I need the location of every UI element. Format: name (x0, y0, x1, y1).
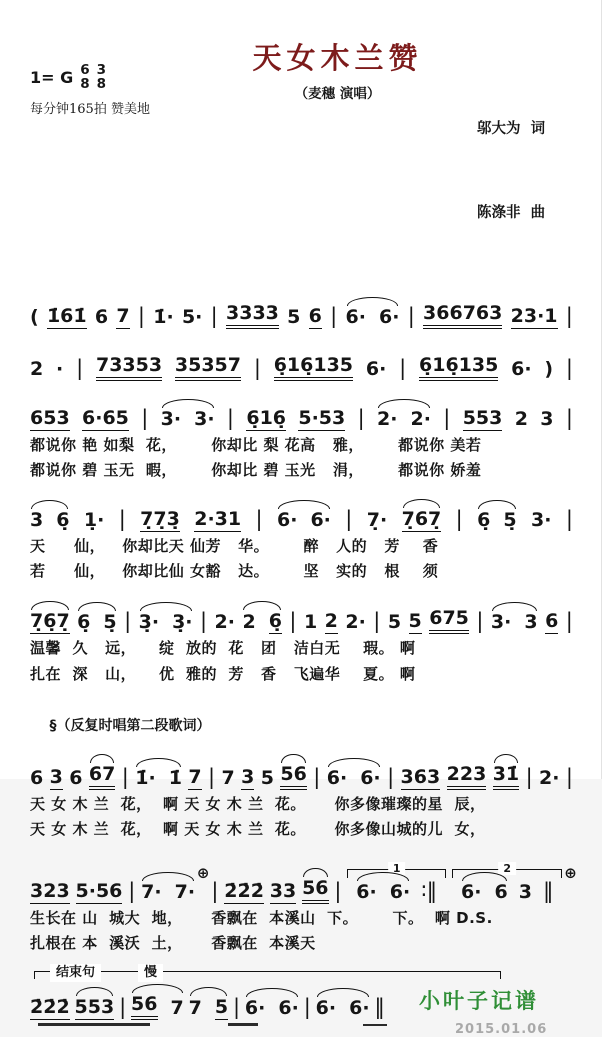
note: 3 (540, 408, 554, 431)
note: 6̣ (268, 610, 282, 633)
slur-group (326, 766, 381, 790)
note: 363 (400, 765, 441, 788)
note: 2̇2̇2̇ (224, 879, 264, 902)
barline: | (373, 609, 381, 634)
note: 6 (30, 766, 44, 789)
music-line-1 (30, 290, 573, 329)
note: 7̣7̣3̣ (140, 507, 180, 530)
note: 7· (174, 880, 196, 903)
note: 6· (378, 306, 400, 329)
note: 3 (241, 765, 255, 788)
note: 5 (387, 611, 402, 634)
note: 7̣6̣7̣ (30, 610, 70, 633)
barline: | (226, 406, 234, 431)
cut-off-lyrics-sliver (38, 1023, 150, 1026)
date-partial: 2015.01.06 (455, 1022, 548, 1037)
cut-off-bottom-row (30, 1022, 573, 1037)
note: 5̣ (503, 508, 517, 531)
title-block (198, 42, 477, 102)
credits-block (477, 42, 573, 284)
note: · (56, 358, 64, 381)
lyrics-verse1-row6: 天 女 木 兰 花， 啊 天 女 木 兰 花。 你多像璀璨的星 辰， (30, 794, 486, 813)
lyrics-verse2-row6: 天 女 木 兰 花， 啊 天 女 木 兰 花。 你多像山城的儿 女， (30, 820, 486, 839)
note: 6· (278, 997, 299, 1020)
system-6 (30, 751, 573, 841)
note: 2·31 (194, 507, 242, 530)
slur-group (242, 612, 281, 634)
barline: | (141, 406, 149, 431)
slur-group (280, 762, 307, 790)
slur-group (88, 762, 116, 790)
music-line-6 (30, 751, 573, 790)
note: 7̣67̣ (401, 507, 442, 530)
note: 2· (214, 611, 235, 634)
slur-group (135, 766, 182, 790)
note: 2 (30, 358, 44, 381)
note: 3 (524, 611, 538, 634)
lyrics-verse1-row5: 温馨 久 远， 绽 放的 花 团 洁白无 瑕。 啊 (30, 639, 416, 658)
note: 323 (30, 879, 70, 902)
coda-icon: ⊕ (564, 863, 577, 882)
barline: | (124, 609, 132, 634)
barline: | (330, 304, 338, 329)
tempo-marking: 每分钟165拍 赞美地 (30, 102, 150, 117)
slur-group (30, 612, 70, 634)
note: 6 (494, 880, 508, 903)
note: 7 (116, 305, 130, 328)
lyrics-verse2-row7: 扎根在 本 溪沃 土， 香飘在 本溪天 (30, 933, 316, 952)
system-7 (30, 854, 577, 955)
note: 56 (302, 879, 328, 904)
note: ) (544, 358, 554, 381)
slur-group (141, 880, 196, 904)
barline: | (208, 764, 216, 789)
note: 6̣16̣135 (419, 356, 498, 381)
note: 2̇2̇2̇ (30, 996, 70, 1019)
barline: | (565, 304, 573, 329)
lyricist-credit: 邬大为 词 (477, 120, 546, 137)
slur-group (492, 762, 520, 790)
music-line-2 (30, 342, 573, 381)
note: 5 (408, 610, 422, 633)
system-4 (30, 495, 573, 583)
note: 6 (69, 766, 83, 789)
barline: | (525, 764, 533, 789)
note: 2· (539, 766, 560, 789)
cut-off-lyrics-sliver (363, 1024, 387, 1026)
note: 2· (410, 408, 431, 431)
performer-subtitle: （麦穗 演唱） (294, 86, 381, 103)
slur-group (491, 613, 538, 634)
slur-group (276, 508, 331, 532)
note: 6· (511, 358, 532, 381)
music-line-3 (30, 394, 573, 431)
slur-group (161, 410, 215, 431)
note: 6· (461, 880, 482, 903)
barline: | (565, 609, 573, 634)
note: 7 (221, 766, 235, 789)
barline: | (407, 304, 415, 329)
note: 6· (389, 880, 411, 903)
barline: ∶‖ (421, 878, 438, 903)
music-line-4 (30, 495, 573, 532)
note: 5 (287, 306, 301, 329)
note: 2 (324, 610, 338, 633)
barline: | (289, 609, 297, 634)
barline: | (303, 995, 311, 1020)
barline: | (476, 609, 484, 634)
note: 3̣· (138, 611, 160, 634)
barline: | (565, 356, 573, 381)
note: 6̣ (56, 508, 70, 531)
note: 1̇· (135, 766, 156, 789)
note: 6 (94, 306, 109, 329)
barline: | (399, 356, 407, 381)
barline: | (565, 764, 573, 789)
note: 7 (170, 997, 184, 1020)
barline: | (313, 764, 321, 789)
note: 2· (377, 408, 398, 431)
note: 6 (308, 305, 322, 328)
note: 653 (30, 407, 70, 430)
barline: | (210, 304, 218, 329)
note: 23·1 (510, 305, 558, 328)
ending-phrase-bracket (34, 965, 501, 981)
note: 675 (429, 609, 469, 634)
note: 7̣· (366, 508, 388, 531)
slur-group (302, 876, 329, 904)
music-line-5 (30, 595, 573, 634)
note: 56 (280, 765, 306, 790)
note: 73353 (96, 356, 162, 381)
note: 5·53 (298, 407, 346, 430)
key-label: 1= G (30, 68, 74, 87)
note: 1̣· (83, 508, 105, 531)
lyrics-verse1-row7: 生长在 山 城大 地， 香飘在 本溪山 下。 下。 啊 D.S. (30, 908, 493, 927)
volta-label: 1 (388, 862, 406, 875)
key-tempo-block (30, 42, 198, 117)
note: 6· (310, 508, 331, 531)
slur-group (131, 995, 184, 1020)
segno-instruction (30, 699, 573, 751)
note: 6· (356, 880, 377, 903)
barline: | (334, 878, 342, 903)
system-5 (30, 595, 573, 685)
note: 6· (360, 766, 381, 789)
slur-group (189, 998, 228, 1020)
slur-group (245, 999, 299, 1020)
barline: | (211, 878, 219, 903)
system-3 (30, 394, 573, 482)
barline: ‖ (542, 878, 554, 903)
transcriber-credit: 小叶子记谱 (419, 988, 539, 1014)
note: 35357 (175, 356, 241, 381)
song-title: 天女木兰赞 (252, 41, 423, 75)
volta-bracket-2 (452, 861, 562, 904)
note: 2 (242, 611, 256, 634)
barline: | (200, 609, 208, 634)
note: 3· (160, 408, 182, 431)
ending-system (30, 981, 573, 1020)
slur-group (401, 507, 442, 532)
note: 6̣16̣ (246, 407, 287, 430)
note: 553 (74, 996, 115, 1019)
volta-bracket-1 (347, 861, 446, 904)
slow-tempo-label: 慢 (138, 964, 163, 982)
slur-group (477, 508, 517, 532)
volta-label: 2 (498, 862, 516, 875)
lyrics-verse2-row5: 扎在 深 山， 优 雅的 芳 香 飞遍华 夏。 啊 (30, 664, 416, 683)
slur-group (316, 999, 370, 1020)
note: 3333 (226, 304, 279, 329)
note: 6· (315, 997, 337, 1020)
time-signature-2: 3 8 (96, 62, 107, 92)
barline: ‖ (374, 995, 385, 1020)
slur-group (77, 613, 116, 634)
note: 5 (214, 996, 229, 1019)
note: 6̣16̣135 (274, 356, 353, 381)
time-signature-1: 6 8 (80, 62, 90, 92)
barline: | (387, 764, 395, 789)
note: 6̣ (477, 508, 491, 531)
note: 1̇61̇ (46, 305, 87, 328)
note: 5̣ (103, 611, 117, 634)
slur-group (75, 998, 115, 1020)
music-line-7 (30, 854, 577, 904)
note: 33 (269, 879, 297, 902)
note: 6̣ (77, 611, 91, 634)
barline: | (443, 406, 451, 431)
segno-icon: §（反复时唱第二段歌词） (49, 717, 211, 734)
note: 2 (514, 408, 528, 431)
slur-group (139, 613, 193, 634)
composer-credit: 陈涤非 曲 (477, 205, 546, 222)
barline: | (121, 764, 129, 789)
note: 3· (194, 408, 215, 431)
note: 6· (365, 358, 387, 381)
barline: | (128, 878, 136, 903)
music-line-8 (30, 981, 385, 1020)
barline: | (76, 356, 84, 381)
cut-off-lyrics-sliver (228, 1023, 258, 1026)
note: 3 (518, 880, 532, 903)
note: 223 (447, 765, 487, 790)
coda-icon: ⊕ (196, 863, 210, 882)
lyrics-verse2-row4: 若 仙， 你却比仙 女豁 达。 坚 实的 根 须 (30, 562, 439, 581)
barline: | (137, 304, 145, 329)
note: 6 (545, 610, 559, 633)
note: 7 (188, 765, 202, 788)
barline: | (253, 356, 261, 381)
slur-group (377, 410, 431, 431)
lyrics-verse1-row3: 都说你 艳 如梨 花， 你却比 梨 花高 雅， 都说你 美若 (30, 436, 482, 455)
barline: | (118, 506, 126, 531)
note: 1 (303, 611, 318, 634)
note: ( (30, 306, 39, 329)
key-signature (30, 64, 198, 91)
note: 1̇· (153, 306, 174, 329)
note: 7 (188, 997, 202, 1020)
note: 3 (30, 508, 44, 531)
note: 6· (244, 997, 266, 1020)
barline: | (232, 995, 241, 1020)
note: 3̣· (172, 611, 193, 634)
note: 6· (326, 766, 348, 789)
slur-group (461, 880, 508, 904)
barline: | (455, 506, 463, 531)
ending-phrase-label: 结束句 (50, 964, 101, 982)
note: 56 (131, 995, 157, 1020)
header (30, 42, 573, 284)
note: 3· (490, 611, 512, 634)
barline: | (119, 995, 127, 1020)
note: 67 (89, 765, 115, 790)
slur-group (30, 508, 70, 532)
note: 31̇ (493, 765, 519, 790)
note: 5 (260, 766, 274, 789)
barline: | (565, 406, 573, 431)
lyrics-verse2-row3: 都说你 碧 玉无 暇， 你却比 碧 玉光 涓， 都说你 娇羞 (30, 461, 482, 480)
note: 366763 (423, 304, 502, 329)
barline: | (565, 506, 573, 531)
note: 3 (49, 765, 63, 788)
note: 3· (530, 508, 552, 531)
barline: | (255, 506, 263, 531)
note: 6· (276, 508, 298, 531)
slur-group (356, 880, 411, 904)
barline: | (345, 506, 353, 531)
note: 1̇ (168, 766, 182, 789)
note: 2· (345, 611, 366, 634)
note: 553 (462, 407, 503, 430)
note: 5·56 (75, 879, 123, 902)
slur-group (346, 308, 400, 329)
note: 6· (345, 306, 366, 329)
note: 6· (349, 997, 370, 1020)
note: 7· (141, 880, 162, 903)
note: 5· (181, 306, 203, 329)
barline: | (357, 406, 365, 431)
note: 6·65 (82, 407, 129, 430)
lyrics-verse1-row4: 天 仙， 你却比天 仙芳 华。 醉 人的 芳 香 (30, 536, 439, 555)
